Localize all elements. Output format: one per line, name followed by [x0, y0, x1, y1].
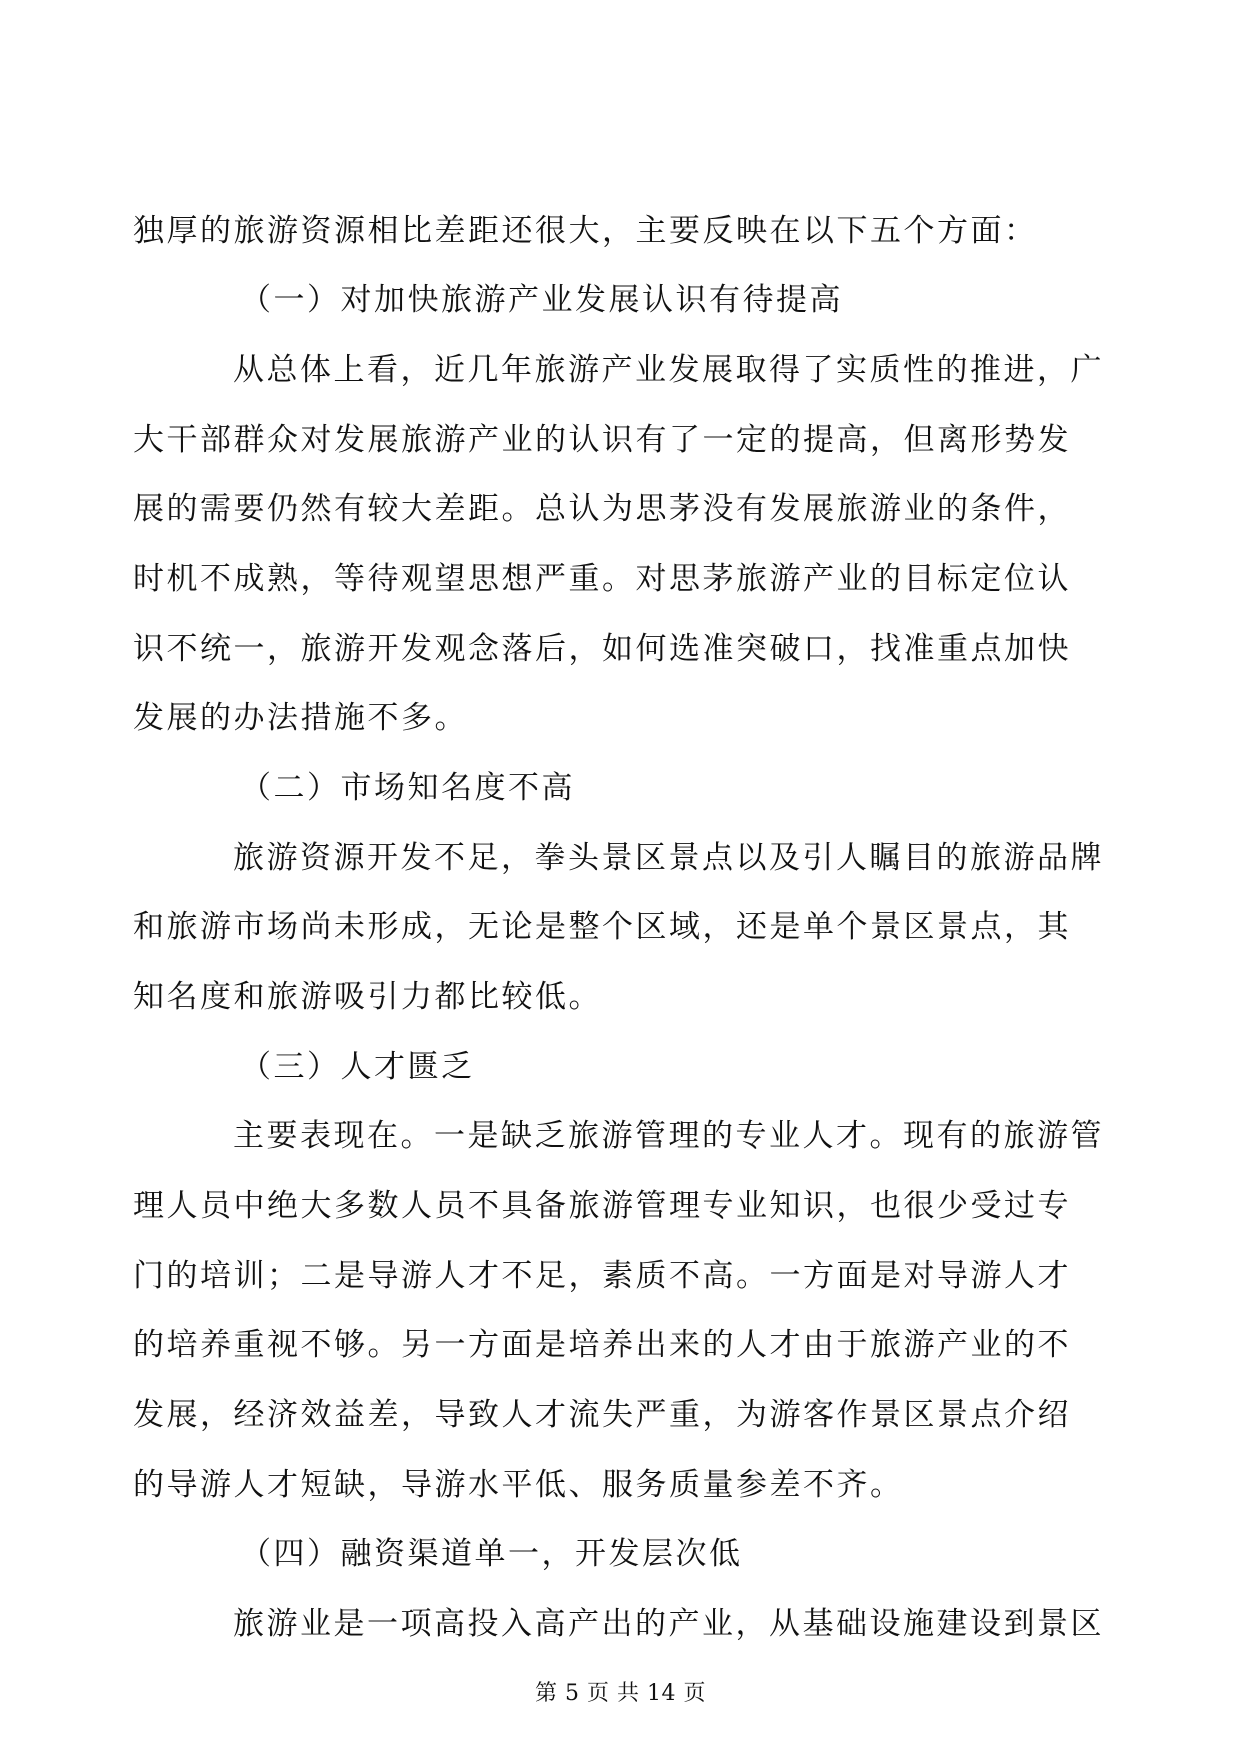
- paragraph-line: 理人员中绝大多数人员不具备旅游管理专业知识，也很少受过专: [133, 1188, 1071, 1224]
- paragraph-line: 大干部群众对发展旅游产业的认识有了一定的提高，但离形势发: [133, 422, 1071, 458]
- section-heading: （二）市场知名度不高: [240, 770, 575, 806]
- section-heading: （四）融资渠道单一，开发层次低: [240, 1536, 743, 1572]
- paragraph-line: 独厚的旅游资源相比差距还很大，主要反映在以下五个方面：: [133, 213, 1038, 249]
- paragraph-line: 门的培训；二是导游人才不足，素质不高。一方面是对导游人才: [133, 1258, 1071, 1294]
- paragraph-line: 发展，经济效益差，导致人才流失严重，为游客作景区景点介绍: [133, 1397, 1071, 1433]
- paragraph-line: 的培养重视不够。另一方面是培养出来的人才由于旅游产业的不: [133, 1327, 1071, 1363]
- paragraph-line: 从总体上看，近几年旅游产业发展取得了实质性的推进，广: [233, 352, 1104, 388]
- paragraph-line: 旅游资源开发不足，拳头景区景点以及引人瞩目的旅游品牌: [233, 840, 1104, 876]
- page-number-footer: 第 5 页 共 14 页: [535, 1681, 706, 1706]
- paragraph-line: 识不统一，旅游开发观念落后，如何选准突破口，找准重点加快: [133, 631, 1071, 667]
- paragraph-line: 旅游业是一项高投入高产出的产业，从基础设施建设到景区: [233, 1606, 1104, 1642]
- paragraph-line: 时机不成熟，等待观望思想严重。对思茅旅游产业的目标定位认: [133, 561, 1071, 597]
- paragraph-line: 和旅游市场尚未形成，无论是整个区域，还是单个景区景点，其: [133, 909, 1071, 945]
- section-heading: （一）对加快旅游产业发展认识有待提高: [240, 282, 843, 318]
- paragraph-line: 主要表现在。一是缺乏旅游管理的专业人才。现有的旅游管: [233, 1118, 1104, 1154]
- paragraph-line: 展的需要仍然有较大差距。总认为思茅没有发展旅游业的条件，: [133, 491, 1071, 527]
- paragraph-line: 知名度和旅游吸引力都比较低。: [133, 979, 602, 1015]
- paragraph-line: 发展的办法措施不多。: [133, 700, 468, 736]
- section-heading: （三）人才匮乏: [240, 1049, 475, 1085]
- paragraph-line: 的导游人才短缺，导游水平低、服务质量参差不齐。: [133, 1467, 904, 1503]
